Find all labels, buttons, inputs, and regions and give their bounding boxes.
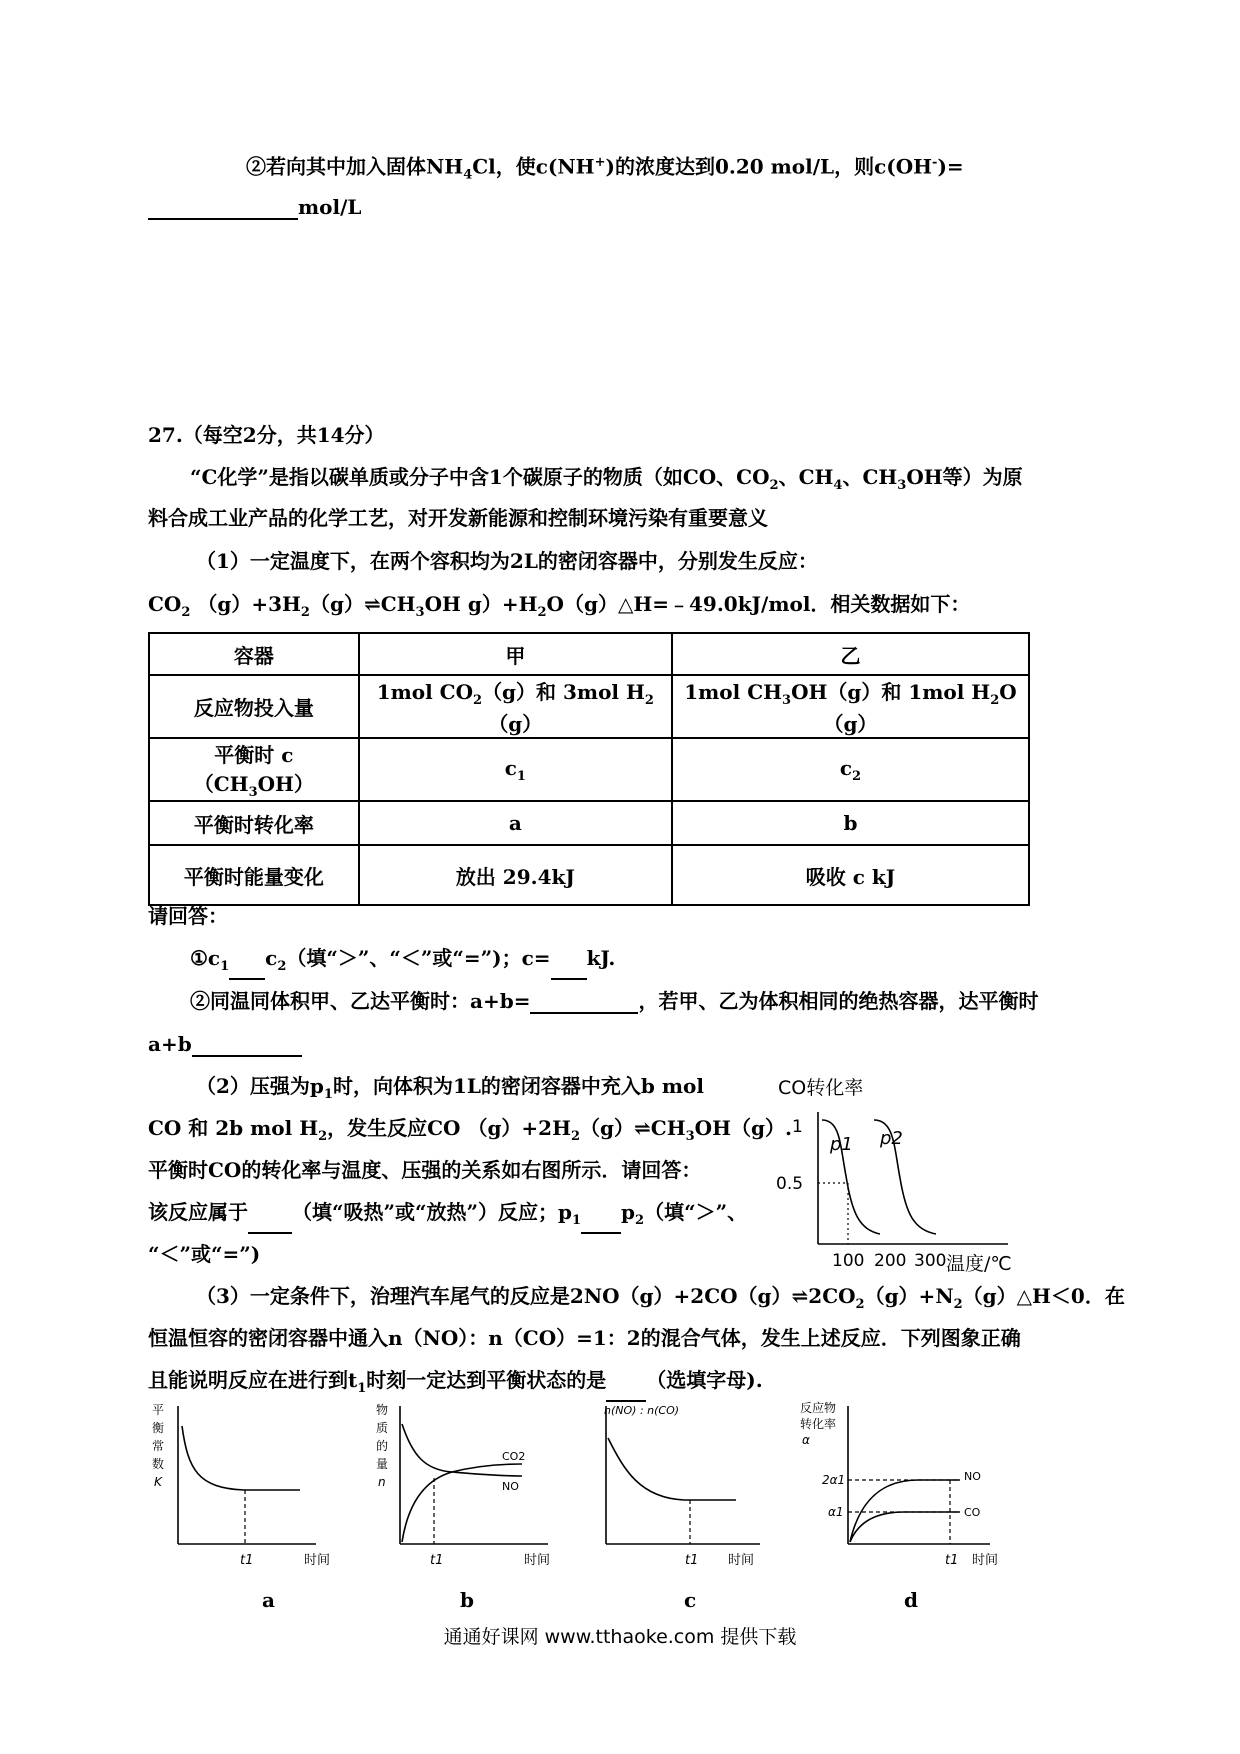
svg-text:CO: CO (964, 1506, 981, 1519)
answer-blank[interactable] (581, 1212, 621, 1234)
svg-text:转化率: 转化率 (800, 1417, 837, 1431)
answer-blank[interactable] (248, 1212, 292, 1234)
svg-text:t1: t1 (945, 1553, 959, 1568)
q27-header: 27.（每空2分，共14分） (148, 423, 385, 447)
table-cell: 甲 (359, 633, 672, 675)
table-cell: 反应物投入量 (149, 675, 359, 738)
svg-text:t1: t1 (240, 1553, 254, 1568)
svg-text:NO: NO (502, 1480, 519, 1493)
x-tick-100: 100 (832, 1251, 865, 1271)
graph-a-label: a (262, 1588, 275, 1612)
q27-part2-line4: 该反应属于 （填“吸热”或“放热”）反应；$p_1$ $p_2$（填“＞”、 (148, 1199, 747, 1234)
q27-part2-line3: 平衡时CO的转化率与温度、压强的关系如右图所示．请回答： (148, 1158, 702, 1182)
svg-text:时间: 时间 (304, 1553, 331, 1568)
q27-part3-line2: 恒温恒容的密闭容器中通入n（NO）：n（CO）=1：2的混合气体，发生上述反应．下列图象正确 (148, 1326, 1021, 1350)
q27-question1: $①c_1$ $c_2$（填“＞”、“＜”或“=”)；c= kJ. (190, 945, 615, 980)
x-tick-200: 200 (874, 1251, 907, 1271)
table-cell: b (672, 801, 1029, 845)
co-graph-ylabel: CO转化率 (778, 1077, 864, 1099)
answer-prompt: 请回答： (148, 904, 228, 928)
graph-c-label: c (684, 1588, 697, 1612)
svg-text:时间: 时间 (728, 1553, 755, 1568)
graph-d (800, 1398, 1020, 1572)
table-cell: 乙 (672, 633, 1029, 675)
footer: 通通好课网 www.tthaoke.com 提供下载 (443, 1626, 797, 1648)
svg-text:平: 平 (152, 1403, 165, 1417)
q27-question2: ②同温同体积甲、乙达平衡时：a+b= ，若甲、乙为体积相同的绝热容器，达平衡时 (190, 989, 1039, 1013)
table-cell: 平衡时 $c(CH_3OH)$ (149, 738, 359, 801)
svg-text:2α1: 2α1 (822, 1473, 846, 1487)
svg-text:反应物: 反应物 (800, 1401, 837, 1415)
table-cell: $c_2$ (672, 738, 1029, 801)
q27-part2-line5: “＜”或“=”) (148, 1242, 261, 1266)
answer-blank[interactable] (530, 992, 638, 1014)
graph-a (148, 1400, 348, 1572)
q27-part1-equation: $CO_2$ $(g)+3H_2(g)\rightleftharpoons CH_3OH$ $g)+H_2O(g)\triangle H=﹣49.0kJ$/mol．相关数据如下： (148, 592, 971, 620)
q27-part1-line1: （1）一定温度下，在两个容积均为2L的密闭容器中，分别发生反应： (196, 549, 818, 573)
svg-text:α: α (802, 1433, 810, 1447)
svg-text:常: 常 (152, 1439, 165, 1453)
svg-text:数: 数 (152, 1457, 165, 1471)
q26-answer-line: mol/L (148, 194, 361, 220)
table-cell: 放出 29.4kJ (359, 845, 672, 905)
svg-text:物: 物 (376, 1403, 389, 1417)
svg-text:t1: t1 (685, 1553, 699, 1568)
svg-text:t1: t1 (430, 1553, 444, 1568)
svg-text:时间: 时间 (524, 1553, 551, 1568)
svg-text:时间: 时间 (972, 1553, 999, 1568)
data-table (148, 632, 1030, 906)
y-tick-0.5: 0.5 (776, 1174, 804, 1194)
y-tick-1: 1 (792, 1117, 803, 1137)
answer-blank[interactable] (148, 198, 298, 220)
q27-part3-line3: 且能说明反应在进行到$t_1$时刻一定达到平衡状态的是 （选填字母). (148, 1367, 763, 1402)
table-cell: 平衡时能量变化 (149, 845, 359, 905)
table-cell: 平衡时转化率 (149, 801, 359, 845)
svg-text:衡: 衡 (152, 1421, 165, 1435)
answer-blank[interactable] (551, 958, 587, 980)
q27-part2-line1: （2）压强为$p_1$时，向体积为1L的密闭容器中充入b mol (196, 1074, 704, 1102)
svg-text:CO2: CO2 (502, 1450, 526, 1463)
svg-text:n: n (378, 1475, 386, 1489)
q27-part3-line1: （3）一定条件下，治理汽车尾气的反应是$2NO(g)+2CO(g)\rightleftharpoons 2CO_2(g)+N_2(g)\triangle H<0$．在 (196, 1284, 1125, 1312)
svg-text:质: 质 (376, 1421, 389, 1435)
svg-text:量: 量 (376, 1457, 389, 1471)
q27-intro-line2: 料合成工业产品的化学工艺，对开发新能源和控制环境污染有重要意义 (148, 506, 768, 530)
answer-blank[interactable] (606, 1380, 646, 1402)
curve-label-p1: p1 (830, 1134, 853, 1155)
table-cell: 1mol $CH_3OH(g)$和 1mol $H_2O(g)$ (672, 675, 1029, 738)
graph-c (596, 1400, 796, 1572)
table-cell: a (359, 801, 672, 845)
graph-b-label: b (460, 1588, 474, 1612)
co-conversion-graph (770, 1074, 1020, 1274)
x-tick-300: 300 (914, 1251, 947, 1271)
q26-part2-line: ②若向其中加入固体$NH_4Cl$，使c(NH+)的浓度达到0.20 mol/L，则c(OH-)= (246, 154, 964, 183)
graph-d-label: d (904, 1588, 918, 1612)
answer-blank[interactable] (229, 958, 265, 980)
svg-text:的: 的 (376, 1439, 389, 1453)
q27-intro-line1: “C化学”是指以碳单质或分子中含1个碳原子的物质（如CO、$CO_2$、$CH_4$、$CH_3OH$等）为原 (190, 465, 1023, 493)
q27-part2-line2: CO 和 2b mol $H_2$，发生反应CO $(g)+2H_2(g)\rightleftharpoons CH_3OH(g)$. (148, 1116, 792, 1144)
table-cell: $c_1$ (359, 738, 672, 801)
table-cell: 吸收 c kJ (672, 845, 1029, 905)
curve-label-p2: p2 (880, 1128, 903, 1149)
table-cell: 1mol $CO_2(g)$和 3mol $H_2(g)$ (359, 675, 672, 738)
svg-text:NO: NO (964, 1470, 981, 1483)
graph-b (372, 1400, 572, 1572)
table-cell: 容器 (149, 633, 359, 675)
q27-question2-cont: a+b (148, 1031, 302, 1057)
co-graph-xlabel: 温度/℃ (946, 1253, 1012, 1274)
svg-text:K: K (154, 1475, 162, 1489)
svg-text:n(NO) : n(CO): n(NO) : n(CO) (604, 1404, 680, 1417)
answer-blank[interactable] (192, 1035, 302, 1057)
svg-text:α1: α1 (828, 1505, 844, 1519)
